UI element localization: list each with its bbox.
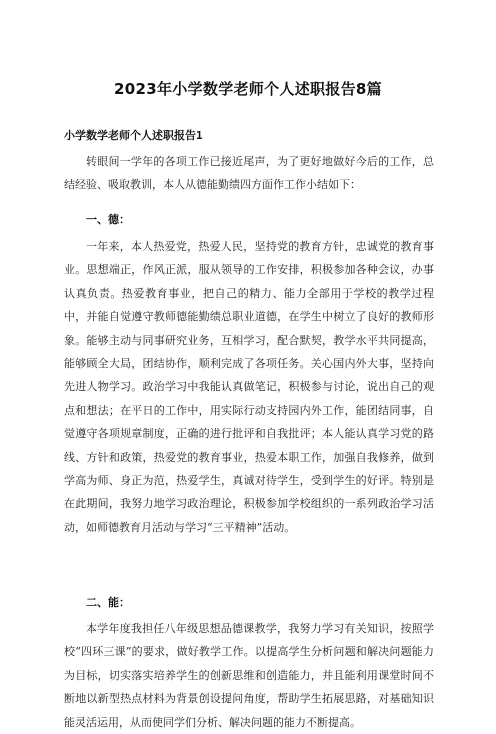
heading-neng: 二、能： [86, 596, 130, 609]
section-title: 小学数学老师个人述职报告1 [64, 129, 203, 142]
paragraph-de: 一年来，本人热爱党，热爱人民，坚持党的教育方针，忠诚党的教育事业。思想端正，作风正派，服从领导的工作安排，积极参加各种会议，办事认真负责。热爱教育事业，把自己的精力、能力全部用于学校的教学过程中，并能自觉遵守教师德能勤绩总职业道德，在学生中树立了良好的教师形象。能够主动与同事研究业务，互相学习，配合默契，教学水平共同提高，能够顾全大局，团结协作，顺利完成了各项任务。关心国内外大事，坚持向先进人物学习。政治学习中我能认真做笔记，积极参与讨论，说出自己的观点和想法；在平日的工作中，用实际行动支持园内外工作，能团结同事，自觉遵守各项规章制度，正确的进行批评和自我批评；本人能认真学习党的路线、方针和政策，热爱党的教育事业，热爱本职工作，加强自我修养，做到学高为师、身正为范，热爱学生，真诚对待学生，受到学生的好评。特别是在此期间，我努力地学习政治理论，积极参加学校组织的一系列政治学习活动，如师德教育月活动与学习“三平精神”活动。 [64, 240, 434, 534]
paragraph-neng: 本学年度我担任八年级思想品德课教学，我努力学习有关知识，按照学校“四环三课”的要求，做好教学工作。以提高学生分析问题和解决问题能力为目标，切实落实培养学生的创新思维和创造能力，并且能利用课堂时间不断地以新型热点材料为背景创设提问角度，帮助学生拓展思路，对基础知识能灵活运用，从而使同学们分析、解决问题的能力不断提高。 [64, 622, 434, 729]
document-title: 2023年小学数学老师个人述职报告8篇 [114, 80, 382, 98]
heading-de: 一、德： [86, 213, 130, 226]
intro-paragraph: 转眼间一学年的各项工作已接近尾声，为了更好地做好今后的工作，总结经验、吸取教训，本人从德能勤绩四方面作工作小结如下： [64, 155, 434, 192]
